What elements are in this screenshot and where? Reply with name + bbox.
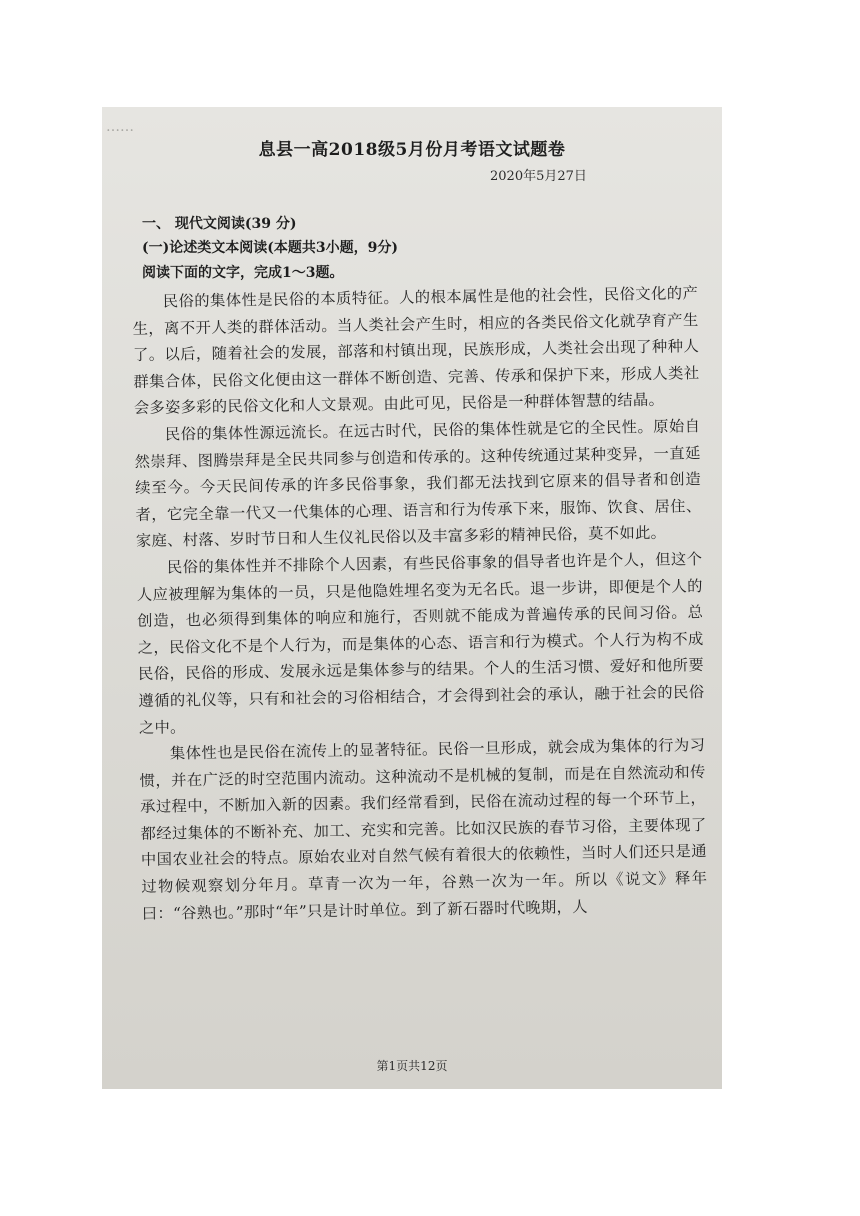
- page-number: 第1页共12页: [376, 1059, 448, 1073]
- passage-paragraph: 民俗的集体性源远流长。在远古时代，民俗的集体性就是它的全民性。原始自然崇拜、图腾崇拜是全民共同参与创造和传承的。这种传统通过某种变异，一直延续至今。今天民间传承的许多民俗事象，我们都无法找到它原来的倡导者和创造者，它完全靠一代又一代集体的心理、语言和行为传承下来，服饰、饮食、居住、家庭、村落、岁时节日和人生仪礼民俗以及丰富多彩的精神民俗，莫不如此。: [134, 417, 702, 551]
- section-subheading: (一)论述类文本阅读(本题共3小题，9分): [142, 240, 398, 256]
- section-heading: 一、 现代文阅读(39 分): [142, 216, 297, 232]
- passage-paragraph: 民俗的集体性是民俗的本质特征。人的根本属性是他的社会性，民俗文化的产生，离不开人类的群体活动。当人类社会产生时，相应的各类民俗文化就孕育产生了。以后，随着社会的发展，部落和村镇出现，民族形成，人类社会出现了种种人群集合体，民俗文化便由这一群体不断创造、完善、传承和保护下来，形成人类社会多姿多彩的民俗文化和人文景观。由此可见，民俗是一种群体智慧的结晶。: [132, 284, 700, 418]
- exam-date: 2020年5月27日: [490, 169, 587, 184]
- reading-instruction: 阅读下面的文字，完成1～3题。: [142, 265, 344, 281]
- reading-passage: [132, 280, 708, 927]
- show-through-text: ……: [106, 119, 134, 135]
- passage-paragraph: 集体性也是民俗在流传上的显著特征。民俗一旦形成，就会成为集体的行为习惯，并在广泛的时空范围内流动。这种流动不是机械的复制，而是在自然流动和传承过程中，不断加入新的因素。我们经常看到，民俗在流动过程的每一个环节上，都经过集体的不断补充、加工、充实和完善。比如汉民族的春节习俗，主要体现了中国农业社会的特点。原始农业对自然气候有着很大的依赖性，当时人们还只是通过物候观察划分年月。草青一次为一年，谷熟一次为一年。所以《说文》释年曰：“谷熟也。”那时“年”只是计时单位。到了新石器时代晚期，人: [139, 736, 708, 923]
- exam-title: 息县一高2018级5月份月考语文试题卷: [258, 140, 566, 160]
- exam-page-photo: [102, 107, 722, 1089]
- passage-paragraph: 民俗的集体性并不排除个人因素，有些民俗事象的倡导者也许是个人，但这个人应被理解为集体的一员，只是他隐姓埋名变为无名氏。退一步讲，即便是个人的创造，也必须得到集体的响应和施行，否则就不能成为普遍传承的民间习俗。总之，民俗文化不是个人行为，而是集体的心态、语言和行为模式。个人行为构不成民俗，民俗的形成、发展永远是集体参与的结果。个人的生活习惯、爱好和他所要遵循的礼仪等，只有和社会的习俗相结合，才会得到社会的承认，融于社会的民俗之中。: [136, 550, 705, 737]
